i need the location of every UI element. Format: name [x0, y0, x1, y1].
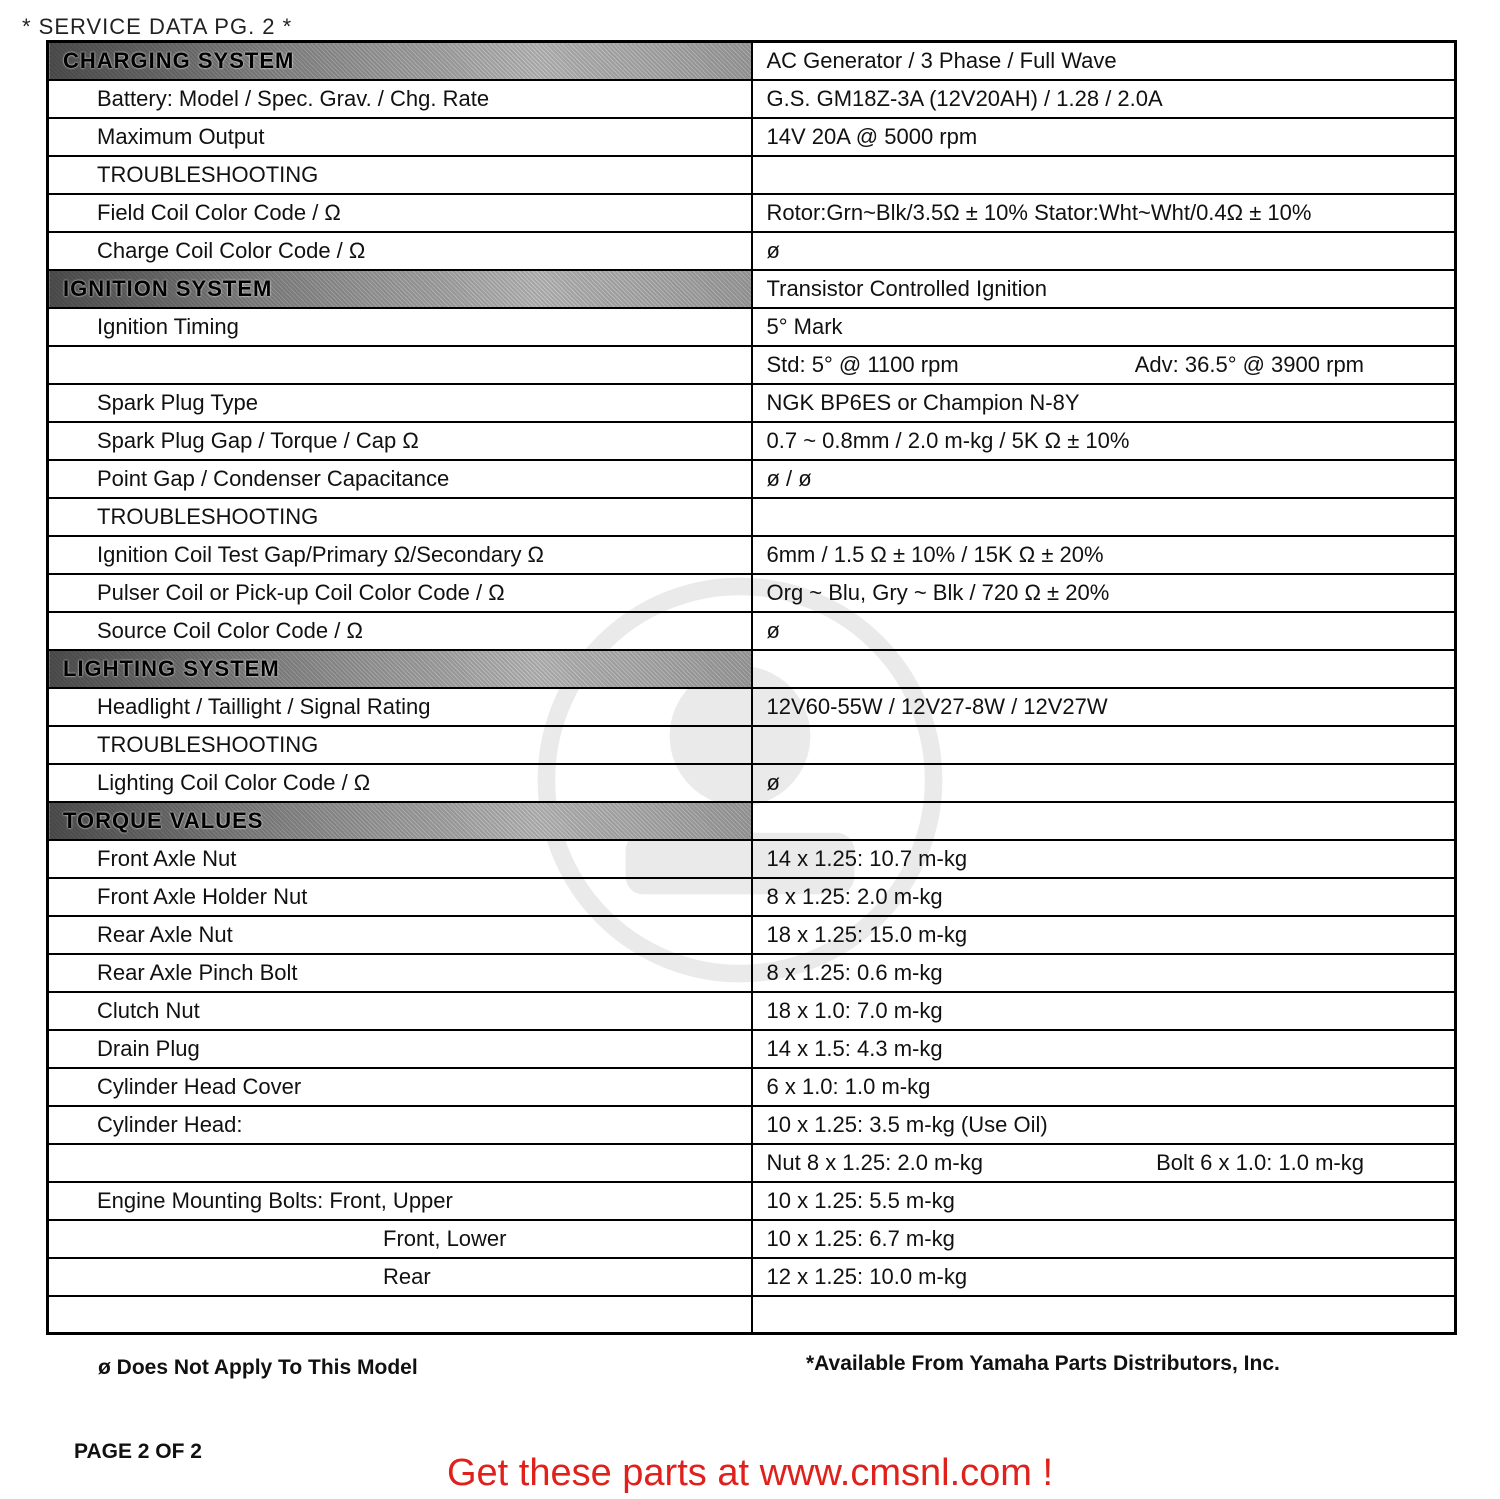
service-data-table: [46, 40, 1457, 1335]
table-row: [48, 954, 1456, 992]
table-row: [48, 1220, 1456, 1258]
spec-value-secondary: Adv: 36.5° @ 3900 rpm: [1134, 351, 1364, 377]
spec-value: 10 x 1.25: 3.5 m-kg (Use Oil): [752, 1106, 1456, 1144]
table-row: [48, 916, 1456, 954]
spec-label: Maximum Output: [48, 118, 752, 156]
spec-label: Drain Plug: [48, 1030, 752, 1068]
spec-value: ø: [752, 764, 1456, 802]
spec-label: Cylinder Head:: [48, 1106, 752, 1144]
table-row: [48, 536, 1456, 574]
table-row: [48, 992, 1456, 1030]
promo-link[interactable]: Get these parts at www.cmsnl.com !: [446, 1452, 1054, 1494]
spec-value: [752, 726, 1456, 764]
spec-value: [752, 802, 1456, 840]
spec-label: Front Axle Holder Nut: [48, 878, 752, 916]
spec-label: Front, Lower: [48, 1220, 752, 1258]
footnote-availability: *Available From Yamaha Parts Distributors, Inc.: [806, 1352, 1280, 1375]
spec-label: Clutch Nut: [48, 992, 752, 1030]
spec-label: [48, 1144, 752, 1182]
table-row: [48, 498, 1456, 536]
table-row: [48, 612, 1456, 650]
spec-label: Ignition Coil Test Gap/Primary Ω/Secondary Ω: [48, 536, 752, 574]
section-row: [48, 802, 1456, 840]
section-heading: CHARGING SYSTEM: [48, 42, 752, 80]
spec-value-secondary: Bolt 6 x 1.0: 1.0 m-kg: [1156, 1149, 1364, 1175]
spec-label: Battery: Model / Spec. Grav. / Chg. Rate: [48, 80, 752, 118]
spec-value: AC Generator / 3 Phase / Full Wave: [752, 42, 1456, 80]
section-heading: IGNITION SYSTEM: [48, 270, 752, 308]
spec-value: 6 x 1.0: 1.0 m-kg: [752, 1068, 1456, 1106]
spec-label: TROUBLESHOOTING: [48, 726, 752, 764]
table-row: [48, 574, 1456, 612]
spec-value: [752, 498, 1456, 536]
spec-value: Rotor:Grn~Blk/3.5Ω ± 10% Stator:Wht~Wht/0.4Ω ± 10%: [752, 194, 1456, 232]
spec-value: 14V 20A @ 5000 rpm: [752, 118, 1456, 156]
spec-value: 18 x 1.0: 7.0 m-kg: [752, 992, 1456, 1030]
spec-label: Spark Plug Gap / Torque / Cap Ω: [48, 422, 752, 460]
spec-value: 14 x 1.5: 4.3 m-kg: [752, 1030, 1456, 1068]
spec-value: Transistor Controlled Ignition: [752, 270, 1456, 308]
table-row: [48, 308, 1456, 346]
spec-value: ø: [752, 612, 1456, 650]
spec-value: ø / ø: [752, 460, 1456, 498]
table-row: [48, 346, 1456, 384]
table-row: [48, 118, 1456, 156]
section-row: [48, 270, 1456, 308]
table-row: [48, 1030, 1456, 1068]
spec-label: Source Coil Color Code / Ω: [48, 612, 752, 650]
spec-label: Spark Plug Type: [48, 384, 752, 422]
spec-label: Cylinder Head Cover: [48, 1068, 752, 1106]
spec-value: Nut 8 x 1.25: 2.0 m-kg: [766, 1149, 983, 1175]
spec-label: Pulser Coil or Pick-up Coil Color Code / Ω: [48, 574, 752, 612]
table-row: [48, 460, 1456, 498]
spec-label: Front Axle Nut: [48, 840, 752, 878]
spec-label: Rear Axle Nut: [48, 916, 752, 954]
spec-label: Charge Coil Color Code / Ω: [48, 232, 752, 270]
section-heading: TORQUE VALUES: [48, 802, 752, 840]
table-row: [48, 194, 1456, 232]
spec-label: Lighting Coil Color Code / Ω: [48, 764, 752, 802]
table-row: [48, 764, 1456, 802]
table-row: [48, 1068, 1456, 1106]
spec-label: Headlight / Taillight / Signal Rating: [48, 688, 752, 726]
table-row: [48, 232, 1456, 270]
page-number: PAGE 2 OF 2: [74, 1440, 202, 1463]
spec-value-pair: [752, 346, 1456, 384]
spec-value: 18 x 1.25: 15.0 m-kg: [752, 916, 1456, 954]
spec-value: 8 x 1.25: 0.6 m-kg: [752, 954, 1456, 992]
table-row: [48, 726, 1456, 764]
section-row: [48, 42, 1456, 80]
page-header-title: * SERVICE DATA PG. 2 *: [22, 14, 293, 39]
spec-label: Field Coil Color Code / Ω: [48, 194, 752, 232]
spec-value: [752, 1296, 1456, 1334]
table-row: [48, 1144, 1456, 1182]
spec-label: TROUBLESHOOTING: [48, 156, 752, 194]
spec-value: 10 x 1.25: 5.5 m-kg: [752, 1182, 1456, 1220]
spec-value-pair: [752, 1144, 1456, 1182]
spec-label: Rear: [48, 1258, 752, 1296]
table-row: [48, 422, 1456, 460]
spec-label: Rear Axle Pinch Bolt: [48, 954, 752, 992]
table-row: [48, 80, 1456, 118]
spec-value: Std: 5° @ 1100 rpm: [766, 351, 959, 377]
spec-label: Ignition Timing: [48, 308, 752, 346]
table-row: [48, 156, 1456, 194]
spec-value: Org ~ Blu, Gry ~ Blk / 720 Ω ± 20%: [752, 574, 1456, 612]
spec-value: 10 x 1.25: 6.7 m-kg: [752, 1220, 1456, 1258]
table-row: [48, 840, 1456, 878]
spec-value: 12 x 1.25: 10.0 m-kg: [752, 1258, 1456, 1296]
table-row: [48, 878, 1456, 916]
section-heading: LIGHTING SYSTEM: [48, 650, 752, 688]
spec-value: 12V60-55W / 12V27-8W / 12V27W: [752, 688, 1456, 726]
spec-value: 6mm / 1.5 Ω ± 10% / 15K Ω ± 20%: [752, 536, 1456, 574]
spec-label: TROUBLESHOOTING: [48, 498, 752, 536]
spec-value: 14 x 1.25: 10.7 m-kg: [752, 840, 1456, 878]
table-row: [48, 1258, 1456, 1296]
spec-value: 5° Mark: [752, 308, 1456, 346]
table-row: [48, 1106, 1456, 1144]
spec-value: [752, 156, 1456, 194]
table-row: [48, 384, 1456, 422]
spec-value: 8 x 1.25: 2.0 m-kg: [752, 878, 1456, 916]
table-row: [48, 688, 1456, 726]
spec-value: 0.7 ~ 0.8mm / 2.0 m-kg / 5K Ω ± 10%: [752, 422, 1456, 460]
table-row: [48, 1296, 1456, 1334]
spec-value: ø: [752, 232, 1456, 270]
spec-value: NGK BP6ES or Champion N-8Y: [752, 384, 1456, 422]
footnote-not-apply: ø Does Not Apply To This Model: [98, 1356, 418, 1379]
spec-label: [48, 346, 752, 384]
spec-label: [48, 1296, 752, 1334]
spec-value: [752, 650, 1456, 688]
table-row: [48, 1182, 1456, 1220]
spec-label: Engine Mounting Bolts: Front, Upper: [48, 1182, 752, 1220]
spec-label: Point Gap / Condenser Capacitance: [48, 460, 752, 498]
spec-value: G.S. GM18Z-3A (12V20AH) / 1.28 / 2.0A: [752, 80, 1456, 118]
section-row: [48, 650, 1456, 688]
